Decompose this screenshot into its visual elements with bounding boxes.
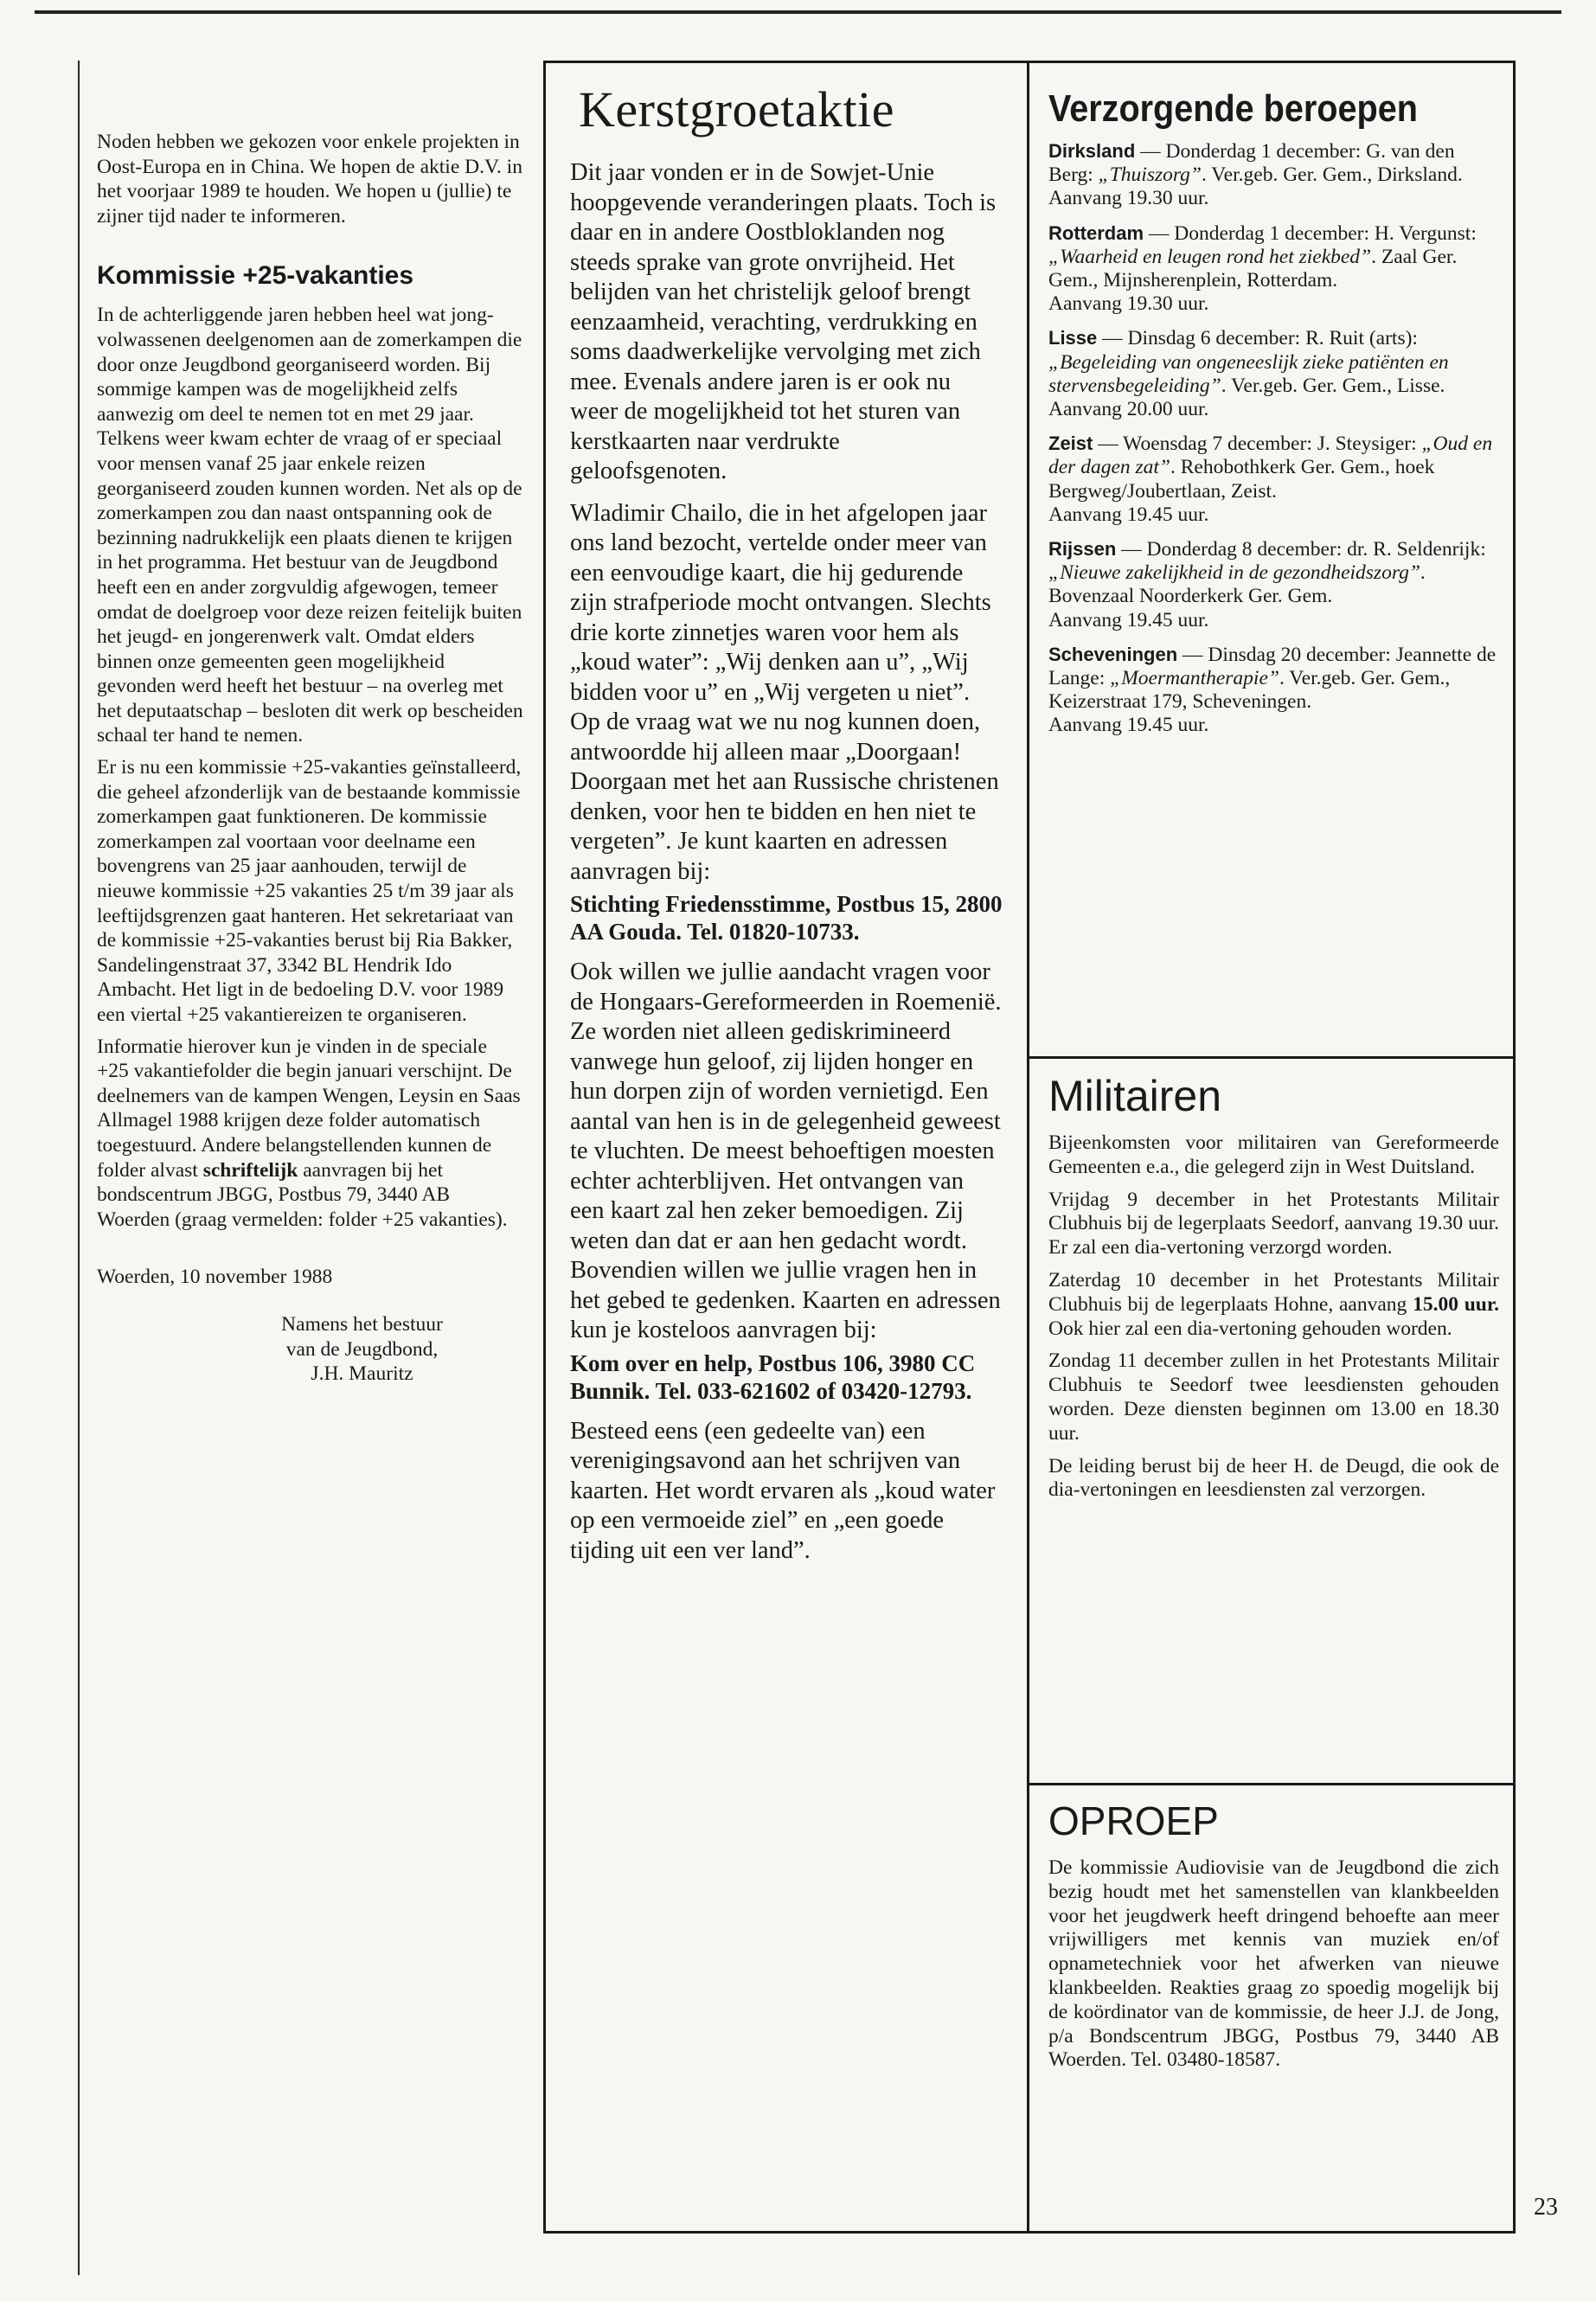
top-rule bbox=[35, 10, 1561, 14]
event-item bbox=[1048, 643, 1499, 738]
kerstgroetaktie-box bbox=[543, 61, 1029, 2234]
event-start-time: Aanvang 19.30 uur. bbox=[1048, 187, 1209, 210]
event-details: — Donderdag 8 december: dr. R. Seldenrijk: bbox=[1116, 538, 1486, 561]
event-start-time: Aanvang 19.30 uur. bbox=[1048, 292, 1209, 316]
page-number: 23 bbox=[1534, 2194, 1558, 2221]
mil-p3-b: Ook hier zal een dia-vertoning gehouden worden. bbox=[1048, 1317, 1452, 1340]
event-item bbox=[1048, 432, 1499, 527]
kommissie-paragraph-3 bbox=[97, 1035, 523, 1233]
event-item bbox=[1048, 221, 1499, 317]
event-start-time: Aanvang 20.00 uur. bbox=[1048, 398, 1209, 421]
event-city: Rotterdam bbox=[1048, 221, 1144, 244]
verzorgende-beroepen-section bbox=[1029, 63, 1513, 1056]
verzorgende-beroepen-title: Verzorgende beroepen bbox=[1048, 87, 1418, 130]
event-details: — Dinsdag 20 december: Jeannette de Lange: bbox=[1048, 643, 1497, 690]
militairen-paragraph-5: De leiding berust bij de heer H. de Deugd, die ook de dia-vertoningen en leesdiensten zal verzorgen. bbox=[1048, 1454, 1499, 1502]
militairen-paragraph-4: Zondag 11 december zullen in het Protestants Militair Clubhuis te Seedorf twee leesdiensten gehouden worden. Deze diensten beginnen om 13.00 en 18.30 uur. bbox=[1048, 1349, 1499, 1445]
oproep-section bbox=[1029, 1783, 1513, 2073]
event-city: Dirksland bbox=[1048, 140, 1136, 162]
p3-text-b: aanvragen bij het bondscentrum JBGG, Postbus 79, 3440 AB Woerden (graag vermelden: folder +25 vakanties). bbox=[97, 1158, 508, 1231]
kerst-paragraph-4: Besteed eens (een gedeelte van) een verenigingsavond aan het schrijven van kaarten. Het wordt ervaren als „koud water op een vermoeide ziel” en „een goede tijding uit een ver land”. bbox=[570, 1417, 996, 1564]
event-city: Lisse bbox=[1048, 327, 1098, 349]
p3-bold: schriftelijk bbox=[202, 1158, 298, 1182]
event-title: „Moermantherapie” bbox=[1110, 667, 1279, 690]
event-item bbox=[1048, 537, 1499, 632]
event-start-time: Aanvang 19.45 uur. bbox=[1048, 714, 1209, 737]
event-item bbox=[1048, 326, 1499, 421]
militairen-title: Militairen bbox=[1048, 1072, 1222, 1120]
kommissie-paragraph-1: In de achterliggende jaren hebben heel wat jong-volwassenen deelgenomen aan de zomerkampen die door onze Jeugdbond georganiseerd worden. Bij sommige kampen was de mogelijkheid zelfs aanwezig om deel te nemen tot en met 29 jaar. Telkens weer kwam echter de vraag of er speciaal voor mensen vanaf 25 jaar enkele reizen georganiseerd zouden kunnen worden. Net als op de zomerkampen zou dan naast ontspanning ook de bezinning nadrukkelijk een plaats dienen te krijgen in het programma. Het bestuur van de Jeugdbond heeft een en ander zorgvuldig afgewogen, temeer omdat de doelgroep voor deze reizen feitelijk buiten het jeugd- en jongerenwerk valt. Omdat elders binnen onze gemeenten geen mogelijkheid gevonden werd heeft het bestuur – na overleg met het deputaatschap – besloten dit werk op bescheiden schaal ter hand te nemen. bbox=[97, 304, 523, 747]
event-list bbox=[1048, 139, 1499, 738]
signature-line-3: J.H. Mauritz bbox=[311, 1362, 413, 1386]
event-location: . Bovenzaal Noorderkerk Ger. Gem. bbox=[1048, 561, 1426, 608]
kerstgroetaktie-title: Kerstgroetaktie bbox=[579, 81, 895, 138]
event-city: Zeist bbox=[1048, 433, 1093, 455]
event-title: „Begeleiding van ongeneeslijk zieke patiënten en stervensbegeleiding” bbox=[1048, 350, 1449, 397]
mil-p3-bold: 15.00 uur. bbox=[1413, 1292, 1499, 1316]
event-details: — Donderdag 1 december: H. Vergunst: bbox=[1144, 221, 1477, 245]
event-title: „Waarheid en leugen rond het ziekbed” bbox=[1048, 245, 1372, 268]
kerst-paragraph-1: Dit jaar vonden er in de Sowjet-Unie hoopgevende veranderingen plaats. Toch is daar en in andere Oostbloklanden nog steeds sprake van grote onvrijheid. Het belijden van het christelijk geloof brengt eenzaamheid, verachting, verdrukking en soms daadwerkelijke vervolging met zich mee. Evenals andere jaren is er ook nu weer de mogelijkheid tot het sturen van kerstkaarten naar verdrukte geloofsgenoten. bbox=[570, 159, 997, 484]
event-location: . Zaal Ger. Gem., Mijnsherenplein, Rotterdam. bbox=[1048, 245, 1458, 292]
event-details: — Donderdag 1 december: G. van den Berg: bbox=[1048, 140, 1455, 187]
mil-p3-a: Zaterdag 10 december in het Protestants Militair Clubhuis bij de legerplaats Hohne, aanvang bbox=[1048, 1268, 1499, 1316]
militairen-paragraph-3 bbox=[1048, 1269, 1499, 1341]
event-city: Scheveningen bbox=[1048, 643, 1178, 665]
event-title: „Thuiszorg” bbox=[1098, 163, 1202, 187]
right-column bbox=[1029, 61, 1516, 2234]
event-item bbox=[1048, 139, 1499, 211]
event-details: — Woensdag 7 december: J. Steysiger: bbox=[1093, 433, 1422, 456]
event-details: — Dinsdag 6 december: R. Ruit (arts): bbox=[1097, 327, 1418, 350]
p3-text-a: Informatie hierover kun je vinden in de speciale +25 vakantiefolder die begin januari verschijnt. De deelnemers van de kampen Wengen, Leysin en Saas Allmagel 1988 krijgen deze folder automatisch toegestuurd. Andere belangstellenden kunnen de folder alvast bbox=[97, 1035, 521, 1182]
event-location: . Ver.geb. Ger. Gem., Lisse. bbox=[1221, 374, 1445, 397]
section-heading-kommissie: Kommissie +25-vakanties bbox=[97, 261, 414, 291]
signature-line-2: van de Jeugdbond, bbox=[285, 1337, 439, 1361]
signature bbox=[97, 1312, 523, 1387]
event-start-time: Aanvang 19.45 uur. bbox=[1048, 503, 1209, 526]
kommissie-paragraph-2: Er is nu een kommissie +25-vakanties geïnstalleerd, die geheel afzonderlijk van de bestaande kommissie zomerkampen gaat funktioneren. De kommissie zomerkampen zal voortaan voor deelname een bovengrens van 25 jaar aanhouden, terwijl de nieuwe kommissie +25 vakanties 25 t/m 39 jaar als leeftijdsgrenzen gaat hanteren. Het sekretariaat van de kommissie +25-vakanties berust bij Ria Bakker, Sandelingenstraat 37, 3342 BL Hendrik Ido Ambacht. Het ligt in de bedoeling D.V. voor 1989 een viertal +25 vakantiereizen te organiseren. bbox=[97, 756, 522, 1026]
event-title: „Oud en der dagen zat” bbox=[1048, 433, 1493, 479]
intro-paragraph: Noden hebben we gekozen voor enkele projekten in Oost-Europa en in China. We hopen de aktie D.V. in het voorjaar 1989 te houden. We hopen u (jullie) te zijner tijd nader te informeren. bbox=[97, 131, 522, 228]
kerst-paragraph-3: Ook willen we jullie aandacht vragen voor de Hongaars-Gereformeerden in Roemenië. Ze worden niet alleen gediskrimineerd vanwege hun geloof, zij lijden honger en hun dorpen zijn of worden vernietigd. Een aantal van hen is in de gelegenheid geweest te vluchten. De meest behoeftigen moesten echter achterblijven. Het ontvangen van een kaart zal hen zeker bemoedigen. Zij weten dan dat er aan hen gedacht wordt. Bovendien willen we jullie vragen hen in het gebed te gedenken. Kaarten en adressen kun je kosteloos aanvragen bij: bbox=[570, 958, 1002, 1343]
address-kom-over-en-help: Kom over en help, Postbus 106, 3980 CC Bunnik. Tel. 033-621602 of 03420-12793. bbox=[570, 1349, 976, 1404]
event-location: . Ver.geb. Ger. Gem., Dirksland. bbox=[1201, 163, 1463, 187]
militairen-paragraph-1: Bijeenkomsten voor militairen van Gereformeerde Gemeenten e.a., die gelegerd zijn in West Duitsland. bbox=[1048, 1131, 1499, 1178]
event-city: Rijssen bbox=[1048, 538, 1117, 561]
event-start-time: Aanvang 19.45 uur. bbox=[1048, 608, 1209, 631]
event-location: . Ver.geb. Ger. Gem., Keizerstraat 179, Scheveningen. bbox=[1048, 667, 1451, 714]
address-friedensstimme: Stichting Friedensstimme, Postbus 15, 2800 AA Gouda. Tel. 01820-10733. bbox=[570, 891, 1003, 945]
kerst-paragraph-2: Wladimir Chailo, die in het afgelopen jaar ons land bezocht, vertelde onder meer van een eenvoudige kaart, die hij gedurende zijn strafperiode mocht ontvangen. Slechts drie korte zinnetjes waren voor hem als „koud water”: „Wij denken aan u”, „Wij bidden voor u” en „Wij vergeten u niet”. Op de vraag wat we nu nog kunnen doen, antwoordde hij alleen maar „Doorgaan! Doorgaan met het aan Russische christenen denken, voor hen te bidden en hen niet te vergeten”. Je kunt kaarten en adressen aanvragen bij: bbox=[570, 499, 999, 885]
oproep-title: OPROEP bbox=[1048, 1798, 1219, 1843]
militairen-section bbox=[1029, 1056, 1513, 1783]
militairen-paragraph-2: Vrijdag 9 december in het Protestants Militair Clubhuis bij de legerplaats Seedorf, aanvang 19.30 uur. Er zal een dia-vertoning verzorgd worden. bbox=[1048, 1188, 1499, 1259]
signature-line-1: Namens het bestuur bbox=[281, 1312, 443, 1336]
event-location: . Rehobothkerk Ger. Gem., hoek Bergweg/Joubertlaan, Zeist. bbox=[1048, 456, 1435, 503]
oproep-paragraph: De kommissie Audiovisie van de Jeugdbond die zich bezig houdt met het samenstellen van klankbeelden voor het jeugdwerk heeft dringend behoefte aan meer vrijwilligers met kennis van muziek en/of opnametechniek voor het afwerken van nieuwe klankbeelden. Reakties graag zo spoedig mogelijk bij de koördinator van de kommissie, de heer J.J. de Jong, p/a Bondscentrum JBGG, Postbus 79, 3440 AB Woerden. Tel. 03480-18587. bbox=[1048, 1856, 1499, 2072]
place-date: Woerden, 10 november 1988 bbox=[97, 1266, 333, 1289]
left-column bbox=[78, 61, 523, 2275]
event-title: „Nieuwe zakelijkheid in de gezondheidszorg” bbox=[1048, 561, 1420, 585]
